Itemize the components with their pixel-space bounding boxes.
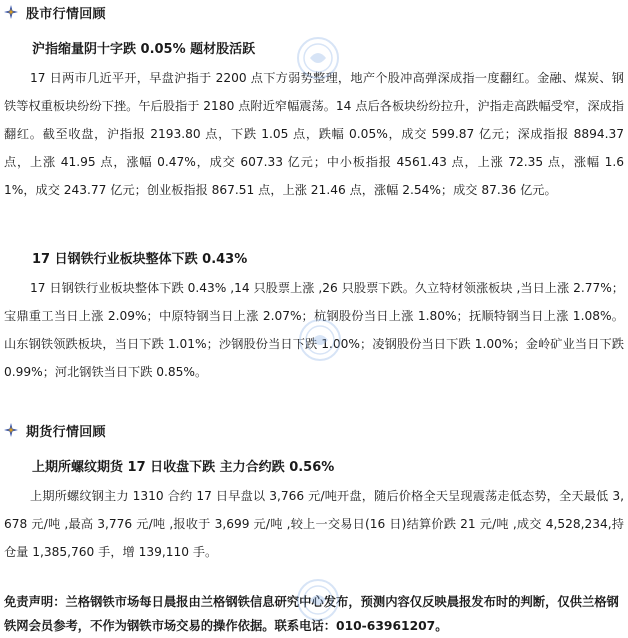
futures-section-heading	[4, 420, 106, 440]
stock-section-title: 股市行情回顾	[26, 6, 106, 22]
futures-section-title: 期货行情回顾	[26, 424, 106, 440]
star-bullet-icon	[4, 5, 18, 19]
stock-headline-2: 17 日钢铁行业板块整体下跌 0.43%	[32, 252, 248, 267]
stock-paragraph-2: 17 日钢铁行业板块整体下跌 0.43% ,14 只股票上涨 ,26 只股票下跌。久立特材领涨板块 ,当日上涨 2.77%；宝鼎重工当日上涨 2.09%；中原特钢当日上涨 2.07%；杭钢股份当日上涨 1.80%；抚顺特钢当日上涨 1.08%。山东钢铁领跌板块，当日下跌 1.01%；沙钢股份当日下跌 1.00%；凌钢股份当日下跌 1.00%；金岭矿业当日下跌 0.99%；河北钢铁当日下跌 0.85%。	[4, 281, 624, 379]
star-bullet-icon	[4, 423, 18, 437]
disclaimer: 免责声明：兰格钢铁市场每日晨报由兰格钢铁信息研究中心发布，预测内容仅反映晨报发布时的判断，仅供兰格钢铁网会员参考，不作为钢铁市场交易的操作依据。联系电话：010-63961207。	[4, 595, 619, 633]
stock-section-heading	[4, 2, 106, 22]
futures-paragraph: 上期所螺纹钢主力 1310 合约 17 日早盘以 3,766 元/吨开盘，随后价格全天呈现震荡走低态势，全天最低 3,678 元/吨 ,最高 3,776 元/吨 ,报收于 3,699 元/吨 ,较上一交易日(16 日)结算价跌 21 元/吨 ,成交 4,528,234,持仓量 1,385,760 手，增 139,110 手。	[4, 489, 624, 559]
stock-paragraph-1: 17 日两市几近平开，早盘沪指于 2200 点下方弱势整理，地产个股冲高弹深成指一度翻红。金融、煤炭、钢铁等权重板块纷纷下挫。午后股指于 2180 点附近窄幅震荡。14 点后各板块纷纷拉升，沪指走高跌幅受窄，深成指翻红。截至收盘，沪指报 2193.80 点，下跌 1.05 点，跌幅 0.05%，成交 599.87 亿元；深成指报 8894.37 点，上涨 41.95 点，涨幅 0.47%，成交 607.33 亿元；中小板指报 4561.43 点，上涨 72.35 点，涨幅 1.61%，成交 243.77 亿元；创业板指报 867.51 点，上涨 21.46 点，涨幅 2.54%；成交 87.36 亿元。	[4, 71, 624, 197]
futures-headline: 上期所螺纹期货 17 日收盘下跌 主力合约跌 0.56%	[32, 460, 335, 475]
stock-headline-1: 沪指缩量阴十字跌 0.05% 题材股活跃	[32, 42, 256, 57]
